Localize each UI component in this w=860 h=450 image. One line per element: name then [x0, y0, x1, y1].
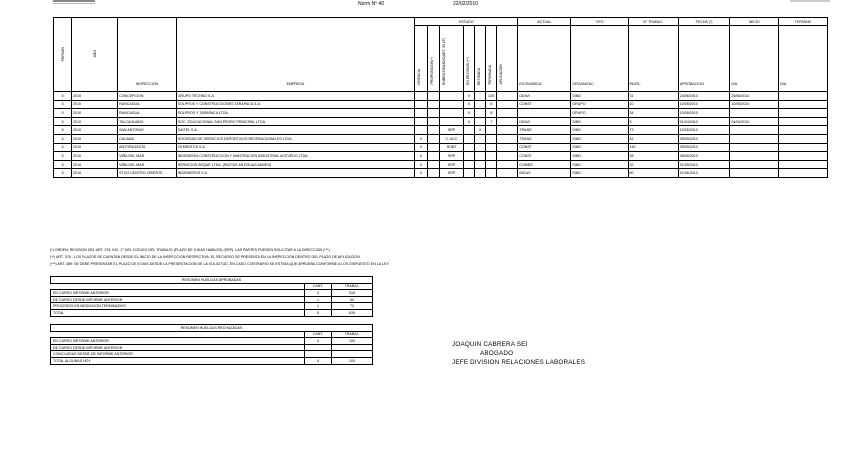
table-cell-blank — [497, 152, 518, 161]
col-termino: TERMINO — [779, 18, 828, 26]
summary-rejected-title: RESUMEN HUELGAS RECHAZADAS — [51, 325, 373, 332]
table-cell-m6: 8 — [486, 100, 497, 109]
table-cell-blank — [497, 100, 518, 109]
table-cell-blank — [497, 160, 518, 169]
table-cell-m2 — [427, 152, 440, 161]
table-cell-trab: 190 — [628, 143, 678, 152]
summary-cant: 3 — [305, 290, 332, 297]
table-cell-m4 — [463, 134, 474, 143]
table-cell-persona: 5 — [54, 143, 72, 152]
table-cell-blank — [497, 117, 518, 126]
table-row — [54, 92, 828, 101]
table-cell-termino — [779, 134, 828, 143]
col-fecha: FECHA (*) — [678, 18, 730, 26]
table-cell-termino — [779, 100, 828, 109]
table-cell-persona: 5 — [54, 126, 72, 135]
table-cell-m5 — [475, 134, 486, 143]
table-cell-inicio — [730, 109, 779, 118]
table-cell-termino — [779, 126, 828, 135]
table-cell-m6 — [486, 169, 497, 178]
table-cell-inicio: 25/06/2010 — [730, 92, 779, 101]
table-cell-ano: 2010 — [72, 143, 118, 152]
huelgas-table — [53, 17, 828, 178]
table-cell-m6: 8 — [486, 109, 497, 118]
summary-label: CONCLUIDAS DESDE DE INFORME ANTERIOR — [51, 351, 305, 358]
table-cell-m5 — [475, 109, 486, 118]
table-cell-inicio — [730, 143, 779, 152]
table-cell-ano: 2010 — [72, 152, 118, 161]
table-cell-trab: 31 — [628, 92, 678, 101]
table-cell-m3: SRP — [440, 169, 464, 178]
table-cell-actual: TRANS — [518, 134, 571, 143]
table-cell-m6 — [486, 134, 497, 143]
table-cell-fecha: 10/05/2010 — [678, 109, 730, 118]
summary-cant: 1 — [305, 296, 332, 303]
summary-cant: 5 — [305, 309, 332, 316]
col-estado-6: APLICACION — [497, 26, 518, 92]
table-cell-tipo: SIND — [571, 169, 628, 178]
table-cell-trab: 32 — [628, 134, 678, 143]
summary-cant: 1 — [305, 303, 332, 310]
table-cell-fecha: 01/06/2010 — [678, 169, 730, 178]
table-cell-inicio — [730, 160, 779, 169]
table-cell-ano: 2010 — [72, 160, 118, 169]
col-inicio: INICIO — [730, 18, 779, 26]
table-cell-ano: 2010 — [72, 117, 118, 126]
table-row — [54, 126, 828, 135]
table-cell-m3: SRP — [440, 160, 464, 169]
table-cell-empresa: SOLPROS Y CONSTRUCCIONES TARAPACA S.A. — [176, 100, 414, 109]
table-cell-blank — [497, 169, 518, 178]
table-cell-m1 — [415, 117, 428, 126]
table-cell-m3: SRP — [440, 152, 464, 161]
summary-label: TOTAL ALGUNAS HOY — [51, 357, 305, 364]
summary-approved-trabaj-header: TRABAJ. — [332, 283, 373, 290]
table-cell-inicio — [730, 169, 779, 178]
table-cell-ano: 2010 — [72, 126, 118, 135]
table-cell-m4 — [463, 152, 474, 161]
summary-label: PROCESOS EN MEDIACION TERMINADOS — [51, 303, 305, 310]
table-cell-m5 — [475, 160, 486, 169]
table-cell-actual: CONST — [518, 143, 571, 152]
table-cell-m1: X — [415, 152, 428, 161]
table-cell-termino — [779, 143, 828, 152]
summary-row — [51, 338, 373, 345]
summary-cant — [305, 344, 332, 351]
summary-approved-title: RESUMEN HUELGAS APROBADAS — [51, 277, 373, 284]
table-cell-m3 — [440, 109, 464, 118]
table-cell-m4 — [463, 169, 474, 178]
table-cell-inicio: 04/04/2010 — [730, 117, 779, 126]
table-cell-termino — [779, 152, 828, 161]
table-cell-m1: X — [415, 143, 428, 152]
table-cell-m3 — [440, 92, 464, 101]
summary-row — [51, 309, 373, 316]
table-cell-ano: 2010 — [72, 92, 118, 101]
table-cell-m3: C. ACC — [440, 134, 464, 143]
table-cell-inicio: 10/05/2010 — [730, 100, 779, 109]
col-estado-5: TERMINADA — [486, 26, 497, 92]
table-cell-m4 — [463, 126, 474, 135]
summary-rejected-trabaj-header: TRABAJ. — [332, 331, 373, 338]
table-cell-blank — [497, 109, 518, 118]
table-cell-tipo: SIND — [571, 92, 628, 101]
table-cell-trab: 10 — [628, 100, 678, 109]
table-cell-persona: 5 — [54, 134, 72, 143]
table-cell-tipo: SIND — [571, 134, 628, 143]
table-cell-m6 — [486, 160, 497, 169]
note-3: (***) ART. 389: SE DEBE PRESENTAR EL PLAZO DE 5 DIAS DESDE LA PRESENTACION DE LA SOLICITUD, EN CASO CONTRARIO SE ESTIMA QUE APRUEBA CONFORME A LOS DISPUESTO EN LA LEY. — [50, 262, 390, 266]
summary-row — [51, 303, 373, 310]
col-fecha-sub: APROBACION — [678, 26, 730, 92]
summary-cant: 4 — [305, 338, 332, 345]
table-cell-blank — [497, 134, 518, 143]
report-date: 22/02/2010 — [453, 1, 479, 7]
col-estado-3: EN REVISION (**) — [463, 26, 474, 92]
table-cell-empresa: SAITEL S.A. — [176, 126, 414, 135]
table-cell-termino — [779, 92, 828, 101]
col-estado-2: RUBRO-PAGADO(ART. 39 LP) — [440, 26, 464, 92]
table-cell-m2 — [427, 100, 440, 109]
col-tipo-sub: ORGANIZAC. — [571, 26, 628, 92]
summary-row — [51, 296, 373, 303]
col-actual: ACTUAL — [518, 18, 571, 26]
table-cell-m2 — [427, 160, 440, 169]
note-2: (**) ART. 376 - LOS PLAZOS SE CUENTAN DESDE EL INICIO DE LA INSPECCION RESPECTIVA. EL RECURSO SE PRESENTA EN LA INSPECCION DENTRO DEL PLAZO DE APLICACION. — [50, 255, 361, 259]
table-row — [54, 160, 828, 169]
table-cell-ano: 2010 — [72, 109, 118, 118]
table-cell-actual: DEAVI — [518, 117, 571, 126]
table-cell-tipo: SIND — [571, 126, 628, 135]
table-cell-tipo: SIND — [571, 160, 628, 169]
table-cell-fecha: 01/05/2010 — [678, 160, 730, 169]
summary-cant: 4 — [305, 357, 332, 364]
table-cell-fecha: 05/05/2010 — [678, 143, 730, 152]
table-row — [54, 169, 828, 178]
table-cell-m1 — [415, 92, 428, 101]
table-cell-empresa: INGENIERIA CONSTRUCCION Y MANTENCION INDUSTRIAL ACEVEDO LTDA. — [176, 152, 414, 161]
table-cell-m6 — [486, 152, 497, 161]
table-cell-ano: 2010 — [72, 169, 118, 178]
table-cell-m4: X — [463, 100, 474, 109]
table-cell-m4 — [463, 160, 474, 169]
table-cell-inicio — [730, 126, 779, 135]
table-cell-ano: 2010 — [72, 134, 118, 143]
table-cell-fecha: 10/05/2010 — [678, 100, 730, 109]
summary-trabaj: 100 — [332, 338, 373, 345]
table-row — [54, 109, 828, 118]
summary-label: DE CURSO DESDE INFORME ANTERIOR — [51, 296, 305, 303]
table-cell-m6 — [486, 143, 497, 152]
table-cell-m3: SRP — [440, 126, 464, 135]
table-cell-tipo: GRUPO — [571, 109, 628, 118]
table-cell-persona: 5 — [54, 160, 72, 169]
table-cell-inspeccion: CONCEPCION — [118, 92, 177, 101]
summary-trabaj: 100 — [332, 357, 373, 364]
col-persona: PERSON — [54, 18, 72, 92]
summary-cant — [305, 351, 332, 358]
summary-row — [51, 357, 373, 364]
table-cell-empresa: SERVICIOS ARQUE LTDA. (PASTAS ANTIGUAS ANDES) — [176, 160, 414, 169]
table-cell-m5 — [475, 92, 486, 101]
table-cell-fecha: 05/05/2010 — [678, 134, 730, 143]
table-cell-m2 — [427, 169, 440, 178]
table-cell-trab: 28 — [628, 152, 678, 161]
table-cell-m3 — [440, 100, 464, 109]
table-cell-persona: 5 — [54, 100, 72, 109]
table-cell-m1: X — [415, 134, 428, 143]
signature-name: JOAQUIN CABRERA SEI — [452, 341, 528, 348]
table-cell-termino — [779, 109, 828, 118]
table-cell-fecha: 24/06/2010 — [678, 92, 730, 101]
summary-rejected-cant-header: CANT. — [305, 331, 332, 338]
table-cell-m3: RUBT — [440, 143, 464, 152]
summary-rejected — [50, 324, 373, 365]
table-cell-empresa: SOCIEDAD DE SERVICIOS DEPORTIVOS RECREACIONALES LTDA. — [176, 134, 414, 143]
table-cell-blank — [497, 126, 518, 135]
table-cell-trab: 73 — [628, 126, 678, 135]
table-cell-m1: X — [415, 160, 428, 169]
summary-trabaj: 50 — [332, 296, 373, 303]
table-cell-inspeccion: SAN ANTONIO — [118, 126, 177, 135]
summary-approved-cant-header: CANT. — [305, 283, 332, 290]
table-cell-inspeccion: VIÑA DEL MAR — [118, 152, 177, 161]
summary-trabaj: 73 — [332, 303, 373, 310]
table-cell-actual: TRANS — [518, 126, 571, 135]
table-cell-m2 — [427, 134, 440, 143]
col-ano: AÑO — [72, 18, 118, 92]
table-row — [54, 117, 828, 126]
col-inspeccion: INSPECCION — [118, 18, 177, 92]
col-trab-sub: INVOL. — [628, 26, 678, 92]
table-cell-m2 — [427, 92, 440, 101]
table-cell-blank — [497, 143, 518, 152]
table-cell-persona: 5 — [54, 109, 72, 118]
table-cell-inspeccion: STGO.CENTRO-ORIENTE — [118, 169, 177, 178]
col-tipo: TIPO — [571, 18, 628, 26]
table-cell-persona: 5 — [54, 152, 72, 161]
table-cell-tipo: GRUPO — [571, 100, 628, 109]
table-cell-inspeccion: TALCAHUANO — [118, 117, 177, 126]
summary-trabaj: 516 — [332, 290, 373, 297]
table-cell-m6: 225 — [486, 92, 497, 101]
signature-role: ABOGADO — [480, 350, 514, 357]
col-trabajadores: N° TRABAJ. — [628, 18, 678, 26]
note-1: (*) ORDEN: REVISION DEL ART. 376, INC. 2° DEL CODIGO DEL TRABAJO (PLAZO DE 5 DIAS HABILES) (SRP). LAS PARTES PUEDEN SOLICITAR A LA DIRECCION (***) — [50, 248, 330, 252]
table-cell-actual: INDUS — [518, 169, 571, 178]
signature-dept: JEFE DIVISION RELACIONES LABORALES — [452, 359, 586, 366]
table-row — [54, 100, 828, 109]
table-cell-m4: X — [463, 92, 474, 101]
summary-label: EN CURSO INFORME ANTERIOR — [51, 338, 305, 345]
table-cell-inspeccion: RANCAGUA — [118, 100, 177, 109]
table-cell-trab: 32 — [628, 160, 678, 169]
table-cell-fecha: 08/05/2010 — [678, 152, 730, 161]
summary-approved — [50, 276, 373, 317]
table-row — [54, 143, 828, 152]
table-cell-inspeccion: VIÑA DEL MAR — [118, 160, 177, 169]
table-cell-persona: 5 — [54, 92, 72, 101]
col-termino-sub: DIA — [779, 26, 828, 92]
header-mark — [790, 0, 830, 2]
col-estado-1: PROPOSICION(*) — [427, 26, 440, 92]
header-logo — [53, 0, 95, 4]
table-cell-m2 — [427, 126, 440, 135]
summary-trabaj — [332, 351, 373, 358]
summary-label: TOTAL — [51, 309, 305, 316]
table-cell-m1 — [415, 100, 428, 109]
table-cell-m5 — [475, 117, 486, 126]
summary-label: DE CURSO DESDE INFORME ANTERIOR — [51, 344, 305, 351]
table-cell-tipo: SIND — [571, 152, 628, 161]
table-cell-inicio — [730, 134, 779, 143]
table-cell-blank — [497, 92, 518, 101]
table-cell-m1 — [415, 126, 428, 135]
table-cell-m6: 7 — [486, 117, 497, 126]
table-cell-inspeccion: CALAMA — [118, 134, 177, 143]
table-cell-m5 — [475, 152, 486, 161]
table-cell-m6 — [486, 126, 497, 135]
table-cell-inspeccion: ANTOFAGASTA — [118, 143, 177, 152]
table-cell-m3 — [440, 117, 464, 126]
table-cell-actual — [518, 109, 571, 118]
col-estado: ESTADO — [415, 18, 518, 26]
col-estado-4: RETIRADA — [475, 26, 486, 92]
table-cell-m2 — [427, 109, 440, 118]
summary-label: EN CURSO INFORME ANTERIOR — [51, 290, 305, 297]
summary-trabaj — [332, 344, 373, 351]
table-cell-termino — [779, 160, 828, 169]
table-row — [54, 134, 828, 143]
table-cell-trab: 9 — [628, 117, 678, 126]
col-empresa: EMPRESA — [176, 18, 414, 92]
col-inicio-sub: DIA — [730, 26, 779, 92]
col-actual-sub: ECONOMICA — [518, 26, 571, 92]
table-cell-m2 — [427, 117, 440, 126]
table-cell-m4 — [463, 143, 474, 152]
table-cell-m5 — [475, 100, 486, 109]
col-estado-0: VIGENCIA — [415, 26, 428, 92]
table-cell-fecha: 01/04/2010 — [678, 117, 730, 126]
table-cell-m4: X — [463, 117, 474, 126]
table-cell-inspeccion: RANCAGUA — [118, 109, 177, 118]
table-cell-empresa: INGENIEROS S.A. — [176, 169, 414, 178]
table-cell-actual: COMER — [518, 160, 571, 169]
summary-row — [51, 351, 373, 358]
table-cell-empresa: SOC. EDUCACIONAL SAN PEDRO PRINCIPAL LTDA. — [176, 117, 414, 126]
table-cell-empresa: CEMENTOS S.A. — [176, 143, 414, 152]
table-cell-ano: 2010 — [72, 100, 118, 109]
table-cell-m2 — [427, 143, 440, 152]
table-cell-m5: X — [475, 126, 486, 135]
report-number: Norm Nº 40 — [358, 1, 384, 7]
summary-row — [51, 344, 373, 351]
table-cell-inicio — [730, 152, 779, 161]
summary-trabaj: 639 — [332, 309, 373, 316]
table-cell-empresa: SOLPROS Y TARAPACA LTDA. — [176, 109, 414, 118]
table-cell-trab: 34 — [628, 109, 678, 118]
table-cell-persona: 5 — [54, 117, 72, 126]
table-cell-tipo: SIND — [571, 117, 628, 126]
table-cell-trab: 50 — [628, 169, 678, 178]
table-cell-empresa: GRUPO TECHNO S.A. — [176, 92, 414, 101]
table-cell-actual: DEAVI — [518, 92, 571, 101]
summary-row — [51, 290, 373, 297]
table-row — [54, 152, 828, 161]
table-cell-m1: X — [415, 169, 428, 178]
table-cell-m4: X — [463, 109, 474, 118]
table-cell-termino — [779, 117, 828, 126]
table-cell-tipo: SIND — [571, 143, 628, 152]
table-cell-persona: 5 — [54, 169, 72, 178]
table-cell-m1 — [415, 109, 428, 118]
table-cell-m5 — [475, 143, 486, 152]
table-cell-actual: CONST — [518, 100, 571, 109]
table-cell-termino — [779, 169, 828, 178]
table-cell-actual: CONST — [518, 152, 571, 161]
table-cell-m5 — [475, 169, 486, 178]
table-cell-fecha: 10/05/2010 — [678, 126, 730, 135]
